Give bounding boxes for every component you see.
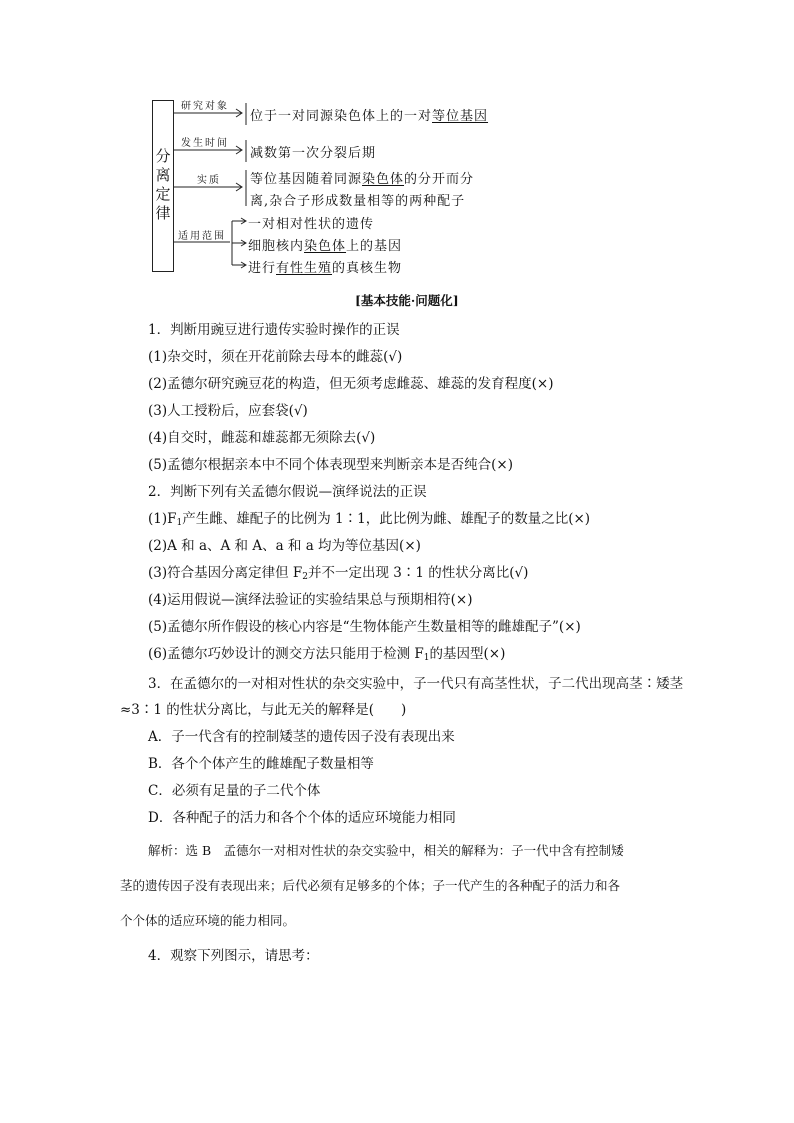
diagram-connectors bbox=[0, 0, 794, 300]
question-2-item: (6)孟德尔巧妙设计的测交方法只能用于检测 $F_1$的基因型(×) bbox=[148, 646, 506, 663]
question-1-item: (3)人工授粉后，应套袋(√) bbox=[148, 403, 308, 419]
question-1-stem: 1．判断用豌豆进行遗传实验时操作的正误 bbox=[148, 322, 400, 338]
question-3-option-a: A．子一代含有的控制矮茎的遗传因子没有表现出来 bbox=[148, 729, 455, 745]
question-4-stem: 4．观察下列图示，请思考： bbox=[148, 948, 319, 964]
question-2-item: (4)运用假说—演绎法验证的实验结果总与预期相符(×) bbox=[148, 592, 473, 608]
question-3-analysis-line2: 茎的遗传因子没有表现出来；后代必须有足够多的个体；子一代产生的各种配子的活力和各 bbox=[120, 878, 621, 893]
branch-text-essence-line2: 离,杂合子形成数量相等的两种配子 bbox=[250, 194, 466, 209]
question-2-item: (2)A 和 a、A 和 A、a 和 a 均为等位基因(×) bbox=[148, 538, 421, 554]
branch-text-research-object: 位于一对同源染色体上的一对等位基因 bbox=[250, 109, 489, 124]
scope-item: 进行有性生殖的真核生物 bbox=[248, 261, 403, 276]
question-3-option-d: D．各种配子的活力和各个个体的适应环境能力相同 bbox=[148, 810, 456, 826]
question-3-option-b: B．各个个体产生的雌雄配子数量相等 bbox=[148, 756, 374, 772]
question-3-stem-line2: ≈3∶1 的性状分离比，与此无关的解释是( ) bbox=[120, 702, 407, 718]
question-2-item: (5)孟德尔所作假设的核心内容是“生物体能产生数量相等的雌雄配子”(×) bbox=[148, 619, 581, 635]
branch-label-research-object: 研究对象 bbox=[181, 101, 229, 112]
question-2-item: (3)符合基因分离定律但 $F_2$并不一定出现 3∶1 的性状分离比(√) bbox=[148, 565, 529, 582]
question-3-stem-line1: 3．在孟德尔的一对相对性状的杂交实验中，子一代只有高茎性状，子二代出现高茎∶矮茎 bbox=[148, 676, 684, 692]
branch-text-essence-line1: 等位基因随着同源染色体的分开而分 bbox=[250, 172, 475, 187]
question-1-item: (5)孟德尔根据亲本中不同个体表现型来判断亲本是否纯合(×) bbox=[148, 457, 513, 473]
question-3-analysis-line3: 个个体的适应环境的能力相同。 bbox=[120, 913, 296, 928]
branch-label-time: 发生时间 bbox=[181, 138, 229, 149]
scope-item: 一对相对性状的遗传 bbox=[248, 217, 375, 232]
section-title: [基本技能·问题化] bbox=[355, 293, 459, 308]
question-3-analysis-line1: 解析：选 B 孟德尔一对相对性状的杂交实验中，相关的解释为：子一代中含有控制矮 bbox=[148, 843, 624, 858]
branch-label-scope: 适用范围 bbox=[178, 231, 226, 242]
branch-text-time: 减数第一次分裂后期 bbox=[250, 146, 377, 161]
question-1-item: (1)杂交时，须在开花前除去母本的雌蕊(√) bbox=[148, 349, 403, 365]
question-1-item: (2)孟德尔研究豌豆花的构造，但无须考虑雌蕊、雄蕊的发育程度(×) bbox=[148, 376, 554, 392]
scope-item: 细胞核内染色体上的基因 bbox=[248, 239, 403, 254]
question-2-stem: 2．判断下列有关孟德尔假说—演绎说法的正误 bbox=[148, 484, 427, 500]
question-3-option-c: C．必须有足量的子二代个体 bbox=[148, 783, 321, 799]
branch-label-essence: 实质 bbox=[197, 175, 221, 186]
question-2-item: $(1)F_1$产生雌、雄配子的比例为 1∶1，此比例为雌、雄配子的数量之比(×) bbox=[148, 511, 591, 528]
question-1-item: (4)自交时，雌蕊和雄蕊都无须除去(√) bbox=[148, 430, 376, 446]
diagram-title: 分离定律 bbox=[153, 148, 172, 224]
